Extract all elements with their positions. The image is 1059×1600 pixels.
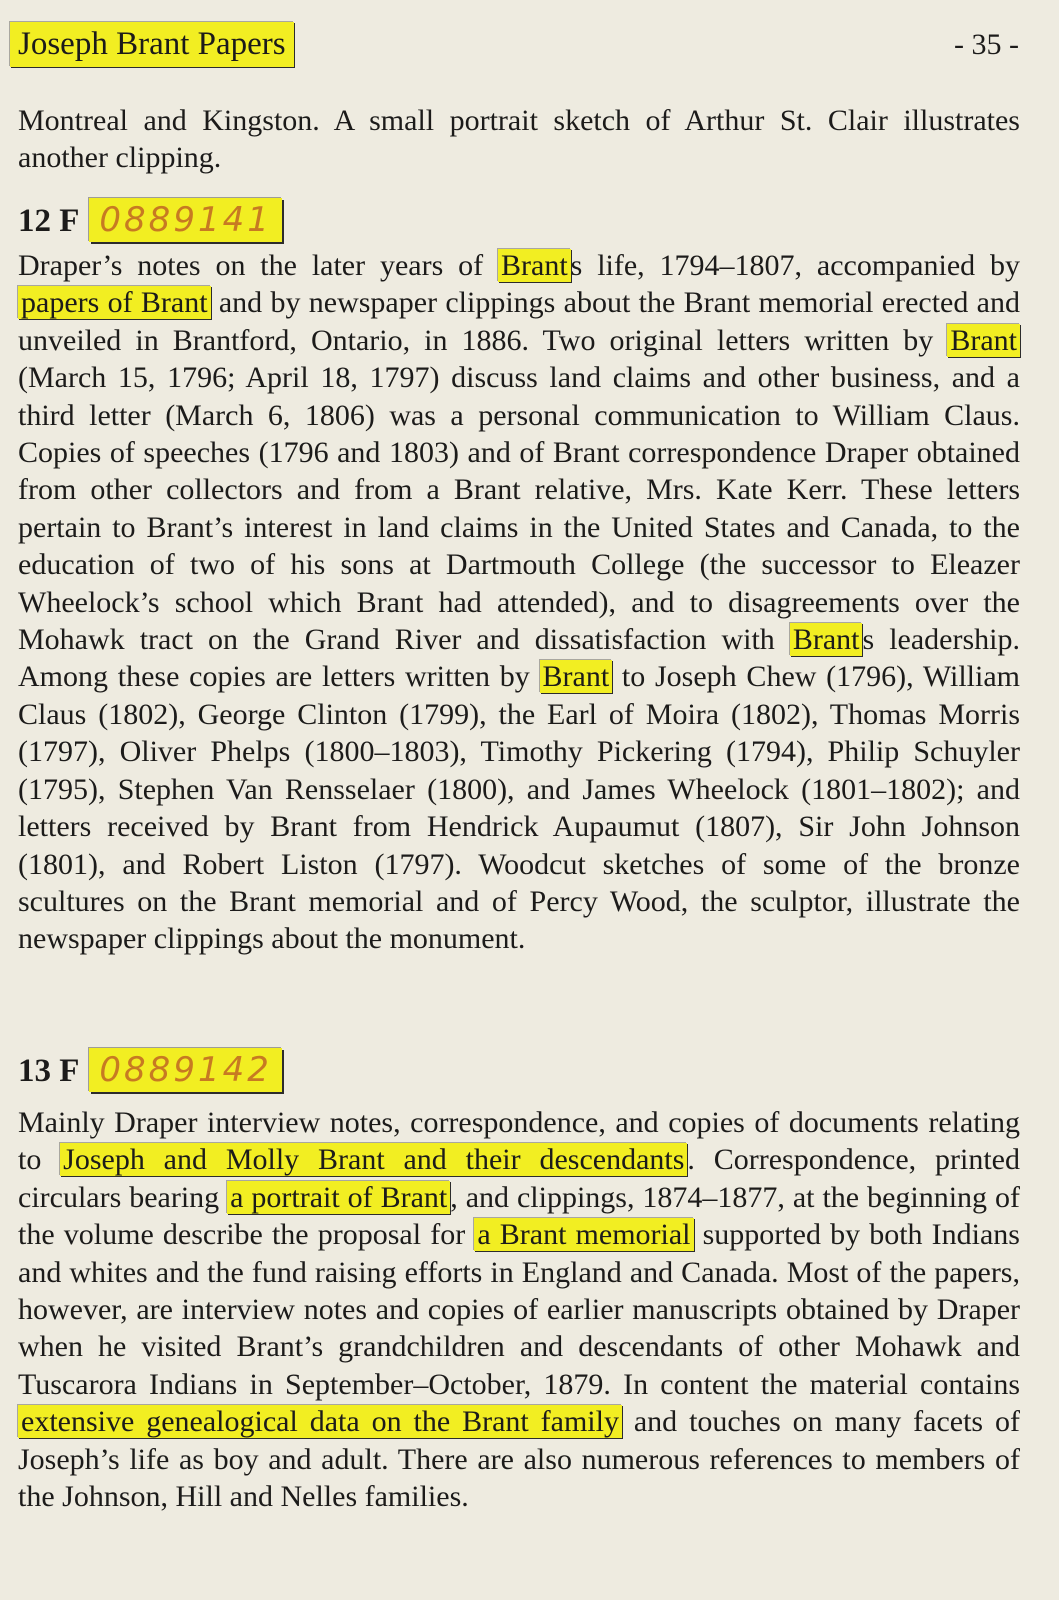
text-segment: s life, 1794–1807, accompanied by bbox=[570, 249, 1021, 282]
highlight: Joseph and Molly Brant and their descendants bbox=[60, 1143, 687, 1176]
entry-description-12f bbox=[18, 247, 1020, 958]
highlight: a Brant memorial bbox=[474, 1218, 693, 1251]
highlight: extensive genealogical data on the Brant family bbox=[18, 1405, 622, 1438]
highlight: Brant bbox=[540, 660, 613, 693]
text-segment: (March 15, 1796; April 18, 1797) discuss land claims and other business, and a third letter (March 6, 1806) was a personal communication to William Claus. Copies of speeches (1796 and 1803) and of Brant correspondence Draper obtained from other collectors and from a Brant relative, Mrs. Kate Kerr. These letters pertain to Brant’s interest in land claims in the United States and Canada, to the education of two of his sons at Dartmouth College (the successor to Eleazer Wheelock’s school which Brant had attended), and to disagreements over the Mohawk tract on the Grand River and dissatisfaction with bbox=[18, 361, 1020, 657]
text-segment: and by newspaper clippings about the Brant memorial erected and unveiled in Brantford, Ontario, in 1886. Two original letters written by bbox=[18, 286, 1020, 357]
text-segment: . Correspondence, printed circulars bearing bbox=[18, 1143, 1020, 1214]
highlight: Brant bbox=[947, 324, 1020, 357]
text-segment: Mainly Draper interview notes, correspondence, and copies of documents relating to bbox=[18, 1106, 1020, 1177]
entry-number: 13 F bbox=[18, 1053, 80, 1089]
entry-heading-13f bbox=[18, 1048, 282, 1092]
highlight: papers of Brant bbox=[18, 286, 211, 319]
running-head: Joseph Brant Papers bbox=[10, 22, 294, 67]
text-segment: supported by both Indians and whites and the fund raising efforts in England and Canada. Most of the papers, however, are interview notes and copies of earlier manuscripts obtained by Draper when he visited Brant’s grandchildren and descendants of other Mohawk and Tuscarora Indians in September–October, 1879. In content the material contains bbox=[18, 1218, 1020, 1401]
entry-description-13f bbox=[18, 1104, 1020, 1515]
entry-heading-12f bbox=[18, 198, 282, 242]
lead-paragraph: Montreal and Kingston. A small portrait sketch of Arthur St. Clair illustrates another clipping. bbox=[18, 104, 1020, 175]
reel-number-annotation: 0889142 bbox=[89, 1048, 281, 1092]
text-segment: and touches on many facets of Joseph’s life as boy and adult. There are also numerous references to members of the Johnson, Hill and Nelles families. bbox=[18, 1405, 1020, 1514]
text-segment: Draper’s notes on the later years of bbox=[18, 249, 498, 282]
entry-number: 12 F bbox=[18, 203, 80, 239]
reel-number-annotation: 0889141 bbox=[89, 198, 281, 242]
highlight: Brant bbox=[790, 623, 863, 656]
text-segment: to Joseph Chew (1796), William Claus (1802), George Clinton (1799), the Earl of Moira (1802), Thomas Morris (1797), Oliver Phelps (1800–1803), Timothy Pickering (1794), Philip Schuyler (1795), Stephen Van Rensselaer (1800), and James Wheelock (1801–1802); and letters received by Brant from Hendrick Aupaumut (1807), Sir John Johnson (1801), and Robert Liston (1797). Woodcut sketches of some of the bronze scultures on the Brant memorial and of Percy Wood, the sculptor, illustrate the newspaper clippings about the monument. bbox=[18, 660, 1020, 956]
page-number: - 35 - bbox=[954, 28, 1019, 61]
text-segment: s leadership. Among these copies are letters written by bbox=[18, 623, 1020, 694]
text-segment: , and clippings, 1874–1877, at the beginning of the volume describe the proposal for bbox=[18, 1180, 1020, 1252]
highlight: a portrait of Brant bbox=[227, 1181, 450, 1214]
page-header bbox=[10, 16, 1019, 72]
highlight: Brant bbox=[498, 249, 571, 282]
